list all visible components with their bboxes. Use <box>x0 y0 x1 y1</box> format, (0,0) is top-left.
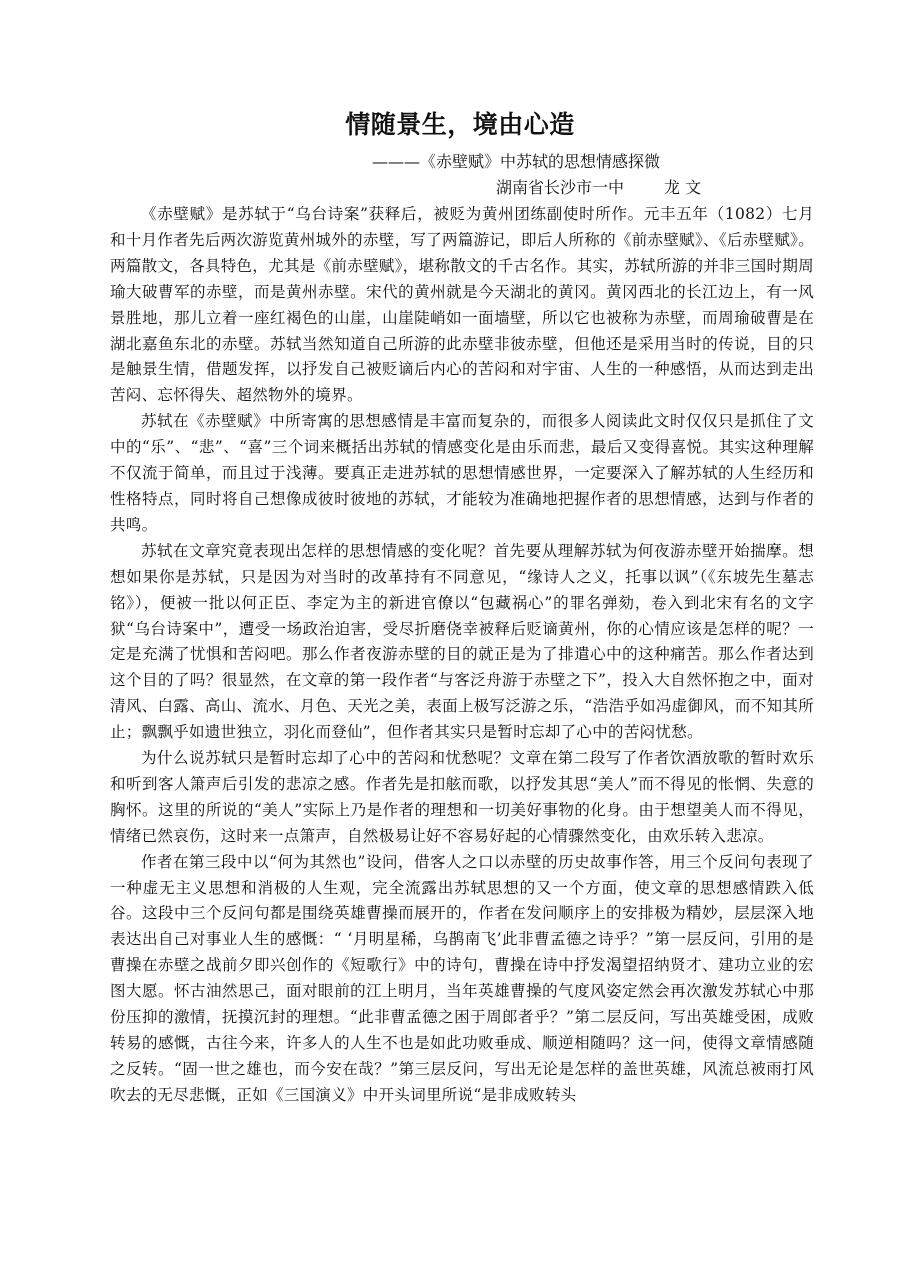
article-subtitle: ———《赤壁赋》中苏轼的思想情感探微 <box>372 152 661 171</box>
paragraph-2: 苏轼在《赤壁赋》中所寄寓的思想感情是丰富而复杂的，而很多人阅读此文时仅仅只是抓住了文中的“乐”、“悲”、“喜”三个词来概括出苏轼的情感变化是由乐而悲，最后又变得喜悦。其实这种理解不仅流于简单，而且过于浅薄。要真正走进苏轼的思想情感世界，一定要深入了解苏轼的人生经历和性格特点，同时将自己想像成彼时彼地的苏轼，才能较为准确地把握作者的思想情感，达到与作者的共鸣。 <box>110 412 814 534</box>
paragraph-1: 《赤壁赋》是苏轼于“乌台诗案”获释后，被贬为黄州团练副使时所作。元丰五年（1082）七月和十月作者先后两次游览黄州城外的赤壁，写了两篇游记，即后人所称的《前赤壁赋》、《后赤壁赋》。两篇散文，各具特色，尤其是《前赤壁赋》，堪称散文的千古名作。其实，苏轼所游的并非三国时期周瑜大破曹军的赤壁，而是黄州赤壁。宋代的黄州就是今天湖北的黄冈。黄冈西北的长江边上，有一风景胜地，那儿立着一座红褐色的山崖，山崖陡峭如一面墙壁，所以它也被称为赤壁，而周瑜破曹是在湖北嘉鱼东北的赤壁。苏轼当然知道自己所游的此赤壁非彼赤壁，但他还是采用当时的传说，目的只是触景生情，借题发挥，以抒发自己被贬谪后内心的苦闷和对宇宙、人生的一种感悟，从而达到走出苦闷、忘怀得失、超然物外的境界。 <box>110 205 814 405</box>
author-name: 龙 文 <box>664 178 702 197</box>
author-school: 湖南省长沙市一中 <box>496 178 625 197</box>
article-title: 情随景生，境由心造 <box>345 110 575 139</box>
paragraph-3: 苏轼在文章究竟表现出怎样的思想情感的变化呢？首先要从理解苏轼为何夜游赤壁开始揣摩。想想如果你是苏轼，只是因为对当时的改革持有不同意见，“缘诗人之义，托事以讽”（《东坡先生墓志铭》），便被一批以何正臣、李定为主的新进官僚以“包藏祸心”的罪名弹劾，卷入到北宋有名的文字狱“乌台诗案中”，遭受一场政治迫害，受尽折磨侥幸被释后贬谪黄州，你的心情应该是怎样的呢？一定是充满了忧惧和苦闷吧。那么作者夜游赤壁的目的就正是为了排遣心中的这种痛苦。那么作者达到这个目的了吗？很显然，在文章的第一段作者“与客泛舟游于赤壁之下”，投入大自然怀抱之中，面对清风、白露、高山、流水、月色、天光之美，表面上极写泛游之乐，“浩浩乎如冯虚御风，而不知其所止；飘飘乎如遗世独立，羽化而登仙”，但作者其实只是暂时忘却了心中的苦闷忧愁。 <box>110 541 814 742</box>
paragraph-5: 作者在第三段中以“何为其然也”设问，借客人之口以赤壁的历史故事作答，用三个反问句表现了一种虚无主义思想和消极的人生观，完全流露出苏轼思想的又一个方面，使文章的思想感情跌入低谷。这段中三个反问句都是围绕英雄曹操而展开的，作者在发问顺序上的安排极为精妙，层层深入地表达出自己对事业人生的感慨：“ ‘月明星稀，乌鹊南飞’此非曹孟德之诗乎？”第一层反问，引用的是曹操在赤壁之战前夕即兴创作的《短歌行》中的诗句，曹操在诗中抒发渴望招纳贤才、建功立业的宏图大愿。怀古油然思己，面对眼前的江上明月，当年英雄曹操的气度风姿定然会再次激发苏轼心中那份压抑的激情，抚摸沉封的理想。“此非曹孟德之困于周郎者乎？”第二层反问，写出英雄受困，成败转易的感慨，古往今来，许多人的人生不也是如此功败垂成、顺逆相随吗？这一问，使得文章情感随之反转。“固一世之雄也，而今安在哉？”第三层反问，写出无论是怎样的盖世英雄，风流总被雨打风吹去的无尽悲慨，正如《三国演义》中开头词里所说“是非成败转头 <box>110 852 814 1104</box>
article-body <box>110 202 814 1109</box>
author-line <box>496 176 701 200</box>
paragraph-4: 为什么说苏轼只是暂时忘却了心中的苦闷和忧愁呢？文章在第二段写了作者饮酒放歌的暂时欢乐和听到客人箫声后引发的悲凉之感。作者先是扣舷而歌，以抒发其思“美人”而不得见的怅惘、失意的胸怀。这里的所说的“美人”实际上乃是作者的理想和一切美好事物的化身。由于想望美人而不得见，情绪已然哀伤，这时来一点箫声，自然极易让好不容易好起的心情骤然变化，由欢乐转入悲凉。 <box>110 749 814 845</box>
